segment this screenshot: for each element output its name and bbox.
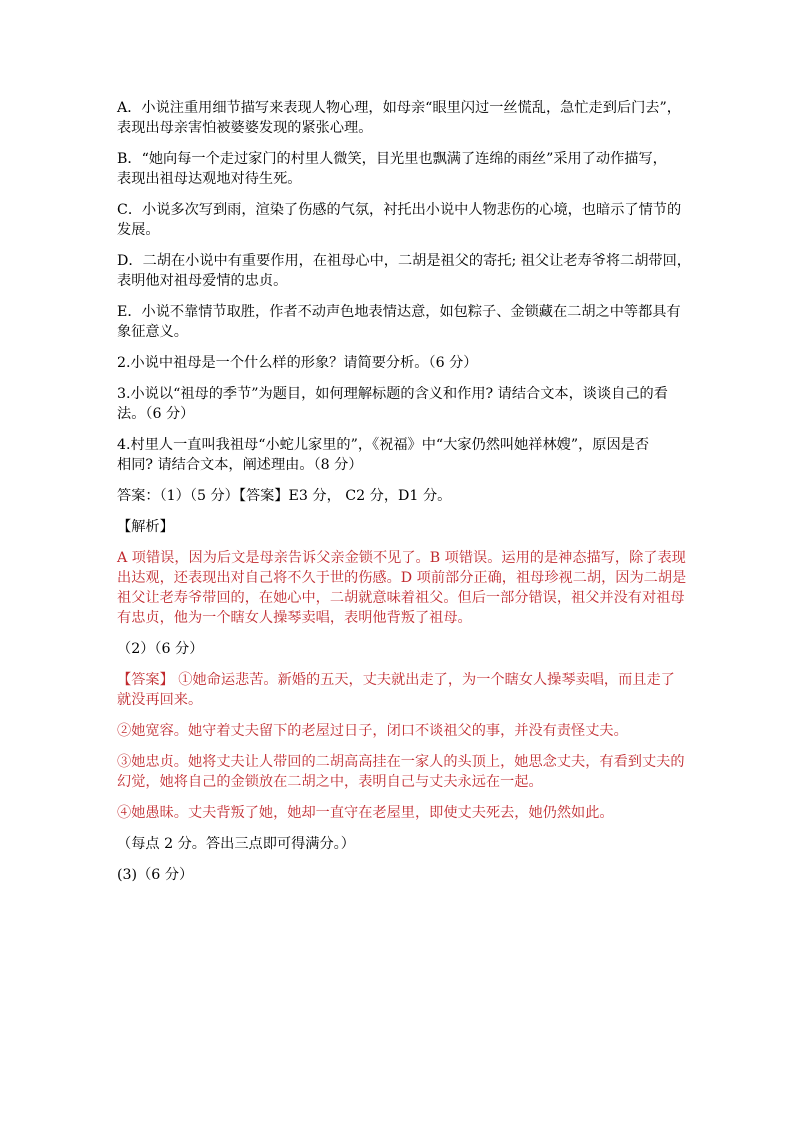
question-4-line-1: 4.村里人一直叫我祖母“小蛇儿家里的”，《祝福》中“大家仍然叫她祥林嫂”，原因是否: [117, 437, 650, 453]
answer-2-point-4: ④她愚昧。丈夫背叛了她，她却一直守在老屋里，即使丈夫死去，她仍然如此。: [117, 805, 614, 821]
answer-2-point-3-line-1: ③她忠贞。她将丈夫让人带回的二胡高高挂在一家人的头顶上，她思念丈夫，有看到丈夫的: [117, 754, 685, 770]
analysis-line-1: A 项错误，因为后文是母亲告诉父亲金锁不见了。B 项错误。运用的是神态描写，除了表现: [117, 550, 686, 566]
option-d-line-2: 表明他对祖母爱情的忠贞。: [117, 273, 288, 289]
question-4-line-2: 相同? 请结合文本，阐述理由。（8 分）: [117, 457, 363, 473]
option-a-line-2: 表现出母亲害怕被婆婆发现的紧张心理。: [117, 120, 373, 136]
option-c-line-2: 发展。: [117, 222, 160, 238]
answer-2-header: （2）（6 分）: [117, 641, 204, 657]
question-3-line-2: 法。（6 分）: [117, 406, 195, 422]
scoring-note: （每点 2 分。答出三点即可得满分。）: [117, 836, 355, 852]
option-a-line-1: A．小说注重用细节描写来表现人物心理，如母亲“眼里闪过一丝慌乱，急忙走到后门去”，: [117, 100, 681, 116]
question-3-line-1: 3.小说以“祖母的季节”为题目，如何理解标题的含义和作用? 请结合文本，谈谈自己的看: [117, 386, 668, 402]
analysis-heading: 【解析】: [117, 519, 174, 535]
option-e-line-2: 象征意义。: [117, 324, 188, 340]
question-2: 2.小说中祖母是一个什么样的形象？请简要分析。（6 分）: [117, 355, 478, 371]
document-content: [117, 98, 691, 885]
option-b-line-1: B．“她向每一个走过家门的村里人微笑，目光里也飘满了连绵的雨丝”采用了动作描写，: [117, 151, 667, 167]
option-c-line-1: C．小说多次写到雨，渲染了伤感的气氛，衬托出小说中人物悲伤的心境，也暗示了情节的: [117, 202, 682, 218]
answer-1-header: 答案：（1）（5 分）【答案】E3 分， C2 分，D1 分。: [117, 488, 452, 504]
option-b-line-2: 表现出祖母达观地对待生死。: [117, 171, 302, 187]
answer-2-point-1-line-1: 【答案】 ①她命运悲苦。新婚的五天，丈夫就出走了，为一个瞎女人操琴卖唱，而且走了: [117, 672, 675, 688]
answer-3-header: (3)（6 分）: [117, 867, 194, 883]
analysis-line-2: 出达观，还表现出对自己将不久于世的伤感。D 项前部分正确，祖母珍视二胡，因为二胡是: [117, 570, 687, 586]
analysis-line-3: 祖父让老寿爷带回的，在她心中，二胡就意味着祖父。但后一部分错误，祖父并没有对祖母: [117, 590, 685, 606]
analysis-line-4: 有忠贞，他为一个瞎女人操琴卖唱，表明他背叛了祖母。: [117, 610, 472, 626]
option-e-line-1: E．小说不靠情节取胜，作者不动声色地表情达意，如包粽子、金锁藏在二胡之中等都具有: [117, 304, 681, 320]
answer-2-point-1-line-2: 就没再回来。: [117, 692, 203, 708]
answer-2-point-3-line-2: 幻觉，她将自己的金锁放在二胡之中，表明自己与丈夫永远在一起。: [117, 774, 543, 790]
option-d-line-1: D．二胡在小说中有重要作用，在祖母心中，二胡是祖父的寄托; 祖父让老寿爷将二胡带回，: [117, 253, 691, 269]
answer-2-point-2: ②她宽容。她守着丈夫留下的老屋过日子，闭口不谈祖父的事，并没有责怪丈夫。: [117, 723, 628, 739]
